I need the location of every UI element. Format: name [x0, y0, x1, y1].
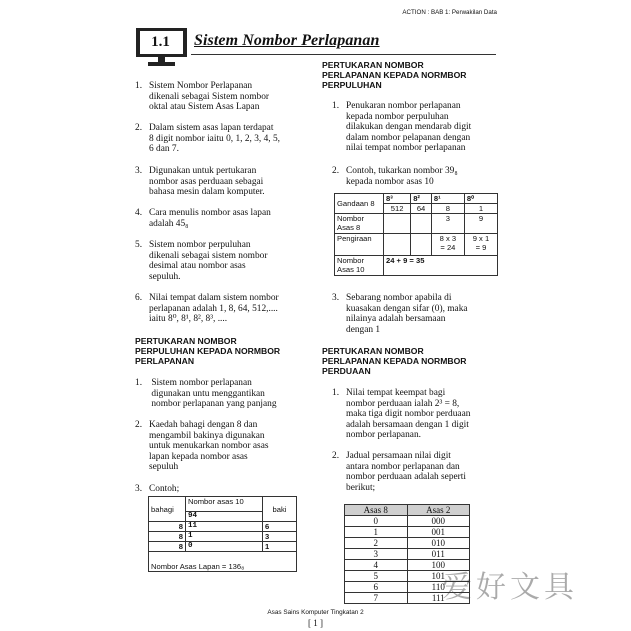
remainder-cell: 1 — [263, 542, 297, 552]
left-list-item-number: 4. — [135, 208, 143, 218]
left-list-item-number: 3. — [135, 166, 143, 176]
col-asas8-header: Asas 8 — [345, 505, 408, 516]
left-list-item-number: 1. — [135, 81, 143, 91]
binary-cell: 101 — [407, 571, 470, 582]
digit-cell: 3 — [431, 214, 464, 234]
table-row — [345, 516, 470, 527]
power-cell: 8¹ — [431, 194, 464, 204]
right-list2-item-text: Nilai tempat keempat bagi nombor perduaan ialah 2³ = 8, maka tiga digit nombor perduaan adalah bersamaan dengan 1 digit nombor perlapanan. — [346, 388, 471, 441]
table-row — [345, 582, 470, 593]
division-table — [148, 496, 297, 572]
result-cell: Nombor Asas Lapan = 136₈ — [149, 562, 297, 572]
octal-binary-table — [344, 504, 470, 604]
left-list-item-text: Nilai tempat dalam sistem nombor perlapanan adalah 1, 8, 64, 512,.... iaitu 8⁰, 8¹, 8², 8³, .... — [149, 293, 279, 325]
page-title: Sistem Nombor Perlapanan — [194, 32, 380, 49]
left-section-heading: PERTUKARAN NOMBOR PERPULUHAN KEPADA NORMBOR PERLAPANAN — [135, 336, 281, 366]
right-list1-item-number: 1. — [332, 101, 340, 111]
left-list-item-number: 2. — [135, 123, 143, 133]
power-cell: 8² — [411, 194, 432, 204]
table-row — [345, 549, 470, 560]
right-list2-item-number: 1. — [332, 388, 340, 398]
left-list2-item-number: 1. — [135, 378, 143, 388]
right-list2-item-text: Jadual persamaan nilai digit antara nombor perlapanan dan nombor perduaan adalah seperti berikut; — [346, 451, 467, 493]
table-row — [345, 527, 470, 538]
footer-caption: Asas Sains Komputer Tingkatan 2 — [267, 609, 364, 616]
left-list2-item-text: Sistem nombor perlapanan digunakan untu menggantikan nombor perlapanan yang panjang — [151, 378, 277, 410]
table-row — [345, 593, 470, 604]
digit-cell — [384, 214, 411, 234]
left-list-item-number: 6. — [135, 293, 143, 303]
left-list2-item-text: Kaedah bahagi dengan 8 dan mengambil bakinya digunakan untuk menukarkan nombor asas lapan kepada nombor asas sepuluh — [149, 420, 269, 473]
table-row — [345, 538, 470, 549]
binary-cell: 011 — [407, 549, 470, 560]
section-number: 1.1 — [151, 33, 170, 50]
blank-cell — [149, 552, 297, 563]
binary-cell: 000 — [407, 516, 470, 527]
right-list1-item-number: 2. — [332, 166, 340, 176]
power-cell: 8⁰ — [464, 194, 497, 204]
remainder-cell: 6 — [263, 522, 297, 532]
right-list1-item-text: Penukaran nombor perlapanan kepada nombor perpuluhan dilakukan dengan mendarab digit dalam nombor pelapanan dengan nilai tempat nombor perlapanan — [346, 101, 472, 154]
binary-cell: 110 — [407, 582, 470, 593]
left-list-item-text: Digunakan untuk pertukaran nombor asas perduaan sebagai bahasa mesin dalam komputer. — [149, 166, 265, 198]
right-section-heading-2: PERTUKARAN NOMBOR PERLAPANAN KEPADA NORMBOR PERDUAAN — [322, 346, 467, 376]
asas10-result-cell: 24 + 9 = 35 — [384, 256, 498, 276]
octal-cell: 2 — [345, 538, 408, 549]
left-list-item-text: Dalam sistem asas lapan terdapat 8 digit nombor iaitu 0, 1, 2, 3, 4, 5, 6 dan 7. — [149, 123, 280, 155]
col-asas2-header: Asas 2 — [407, 505, 470, 516]
octal-cell: 3 — [345, 549, 408, 560]
divisor-cell: 8 — [149, 542, 186, 552]
svg-text:爱好文具: 爱好文具 — [442, 570, 578, 605]
table-row — [149, 522, 297, 532]
col-bahagi-header: bahagi — [149, 497, 186, 522]
table-row — [345, 560, 470, 571]
divisor-cell: 8 — [149, 522, 186, 532]
octal-cell: 1 — [345, 527, 408, 538]
place-value-table — [334, 193, 498, 276]
right-section-heading-1: PERTUKARAN NOMBOR PERLAPANAN KEPADA NORMBOR PERPULUHAN — [322, 60, 467, 90]
left-list-item-text: Cara menulis nombor asas lapan adalah 45₈ — [149, 208, 271, 229]
binary-cell: 010 — [407, 538, 470, 549]
power-cell: 8³ — [384, 194, 411, 204]
calc-cell — [411, 234, 432, 256]
left-list2-item-number: 2. — [135, 420, 143, 430]
binary-cell: 001 — [407, 527, 470, 538]
nombor-asas8-label: Nombor Asas 8 — [335, 214, 384, 234]
divisor-cell: 8 — [149, 532, 186, 542]
right-list1-item-text: Contoh, tukarkan nombor 39₈ kepada nombor asas 10 — [346, 166, 458, 187]
left-list-item-text: Sistem nombor perpuluhan dikenali sebagai sistem nombor desimal atau nombor asas sepuluh. — [149, 240, 268, 282]
left-list2-item-number: 3. — [135, 484, 143, 494]
table-row — [345, 571, 470, 582]
digit-cell: 9 — [464, 214, 497, 234]
octal-cell: 6 — [345, 582, 408, 593]
left-list-item-text: Sistem Nombor Perlapanan dikenali sebagai Sistem nombor oktal atau Sistem Asas Lapan — [149, 81, 270, 113]
place-value-cell: 8 — [431, 204, 464, 214]
table-row — [149, 532, 297, 542]
right-list1b-item-number: 3. — [332, 293, 340, 303]
digit-cell — [411, 214, 432, 234]
calc-cell: 9 x 1 = 9 — [464, 234, 497, 256]
pengiraan-label: Pengiraan — [335, 234, 384, 256]
col-baki-header: baki — [263, 497, 297, 522]
right-list1b-item-text: Sebarang nombor apabila di kuasakan dengan sifar (0), maka nilainya adalah bersamaan dengan 1 — [346, 293, 468, 335]
col-nombor-header: Nombor asas 10 — [186, 497, 263, 512]
quotient-cell: 11 — [186, 522, 263, 532]
nombor-asas10-label: Nombor Asas 10 — [335, 256, 384, 276]
left-list-item-number: 5. — [135, 240, 143, 250]
place-value-cell: 64 — [411, 204, 432, 214]
first-value-cell: 94 — [186, 512, 263, 522]
quotient-cell: 0 — [186, 542, 263, 552]
calc-cell — [384, 234, 411, 256]
remainder-cell: 3 — [263, 532, 297, 542]
octal-cell: 5 — [345, 571, 408, 582]
running-header: ACTION : BAB 1: Perwakilan Data — [402, 9, 497, 16]
place-value-cell: 512 — [384, 204, 411, 214]
octal-cell: 7 — [345, 593, 408, 604]
calc-cell: 8 x 3 = 24 — [431, 234, 464, 256]
quotient-cell: 1 — [186, 532, 263, 542]
right-list2-item-number: 2. — [332, 451, 340, 461]
gandaan-label: Gandaan 8 — [335, 194, 384, 214]
page-number: [ 1 ] — [308, 618, 323, 628]
octal-cell: 0 — [345, 516, 408, 527]
binary-cell: 100 — [407, 560, 470, 571]
title-underline-rule — [191, 54, 496, 55]
place-value-cell: 1 — [464, 204, 497, 214]
left-list2-item-text: Contoh; — [149, 484, 180, 494]
table-row — [149, 542, 297, 552]
octal-cell: 4 — [345, 560, 408, 571]
binary-cell: 111 — [407, 593, 470, 604]
